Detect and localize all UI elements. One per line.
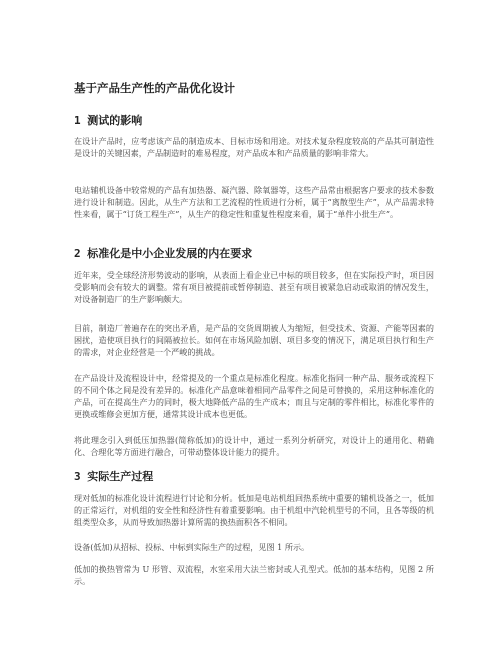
document-title: 基于产品生产性的产品优化设计: [74, 81, 235, 95]
paragraph: 在产品设计及流程设计中，经常提及的一个重点是标准化程度。标准化指同一种产品、服务或流程下的不同个体之间是没有差异的。标准化产品意味着相同产品零件之间是可替换的，采用这种标准化的产品，可在提高生产力的同时，极大地降低产品的生产成本；而且与定制的零件相比，标准化零件的更换或维修会更加方便，通常其设计成本也更低。: [74, 373, 434, 419]
paragraph: 近年来，受全球经济形势波动的影响，从表面上看企业已中标的项目较多，但在实际投产时，项目因受影响而会有较大的调整。常有项目被提前或暂停制造、甚至有项目被紧急启动或取消的情况发生，对设备制造厂的生产影响颇大。: [74, 270, 434, 304]
paragraph: 现对低加的标准化设计流程进行讨论和分析。低加是电站机组回热系统中重要的辅机设备之一，低加的正常运行，对机组的安全性和经济性有着重要影响。由于机组中汽轮机型号的不同，且各等级的机组类型众多，从而导致加热器计算所需的换热面积各不相同。: [74, 493, 434, 527]
paragraph: 将此理念引入到低压加热器(简称低加)的设计中，通过一系列分析研究，对设计上的通用化、精确化、合理化等方面进行融合，可带动整体设计能力的提升。: [74, 435, 434, 457]
paragraph: 设备(低加)从招标、投标、中标到实际生产的过程，见图 1 所示。: [74, 542, 310, 552]
section-heading-3: 3 实际生产过程: [74, 470, 154, 483]
paragraph: 在设计产品时，应考虑该产品的制造成本、目标市场和用途。对技术复杂程度较高的产品其可制造性是设计的关键因素，产品制造时的难易程度，对产品成本和产品质量的影响非常大。: [74, 136, 434, 158]
paragraph: 电站辅机设备中较常规的产品有加热器、凝汽器、除氧器等，这些产品常由根据客户要求的技术参数进行设计和制造。因此，从生产方法和工艺流程的性质进行分析，属于“离散型生产”，从产品需求特性来看，属于“订货工程生产”，从生产的稳定性和重复性程度来看，属于“单件小批生产”。: [74, 185, 434, 219]
section-heading-2: 2 标准化是中小企业发展的内在要求: [74, 247, 253, 260]
section-heading-1: 1 测试的影响: [74, 114, 143, 127]
paragraph: 目前，制造厂普遍存在的突出矛盾，是产品的交货周期被人为缩短，但受技术、资源、产能等因素的困扰，造使项目执行的间隔被拉长。如何在市场风险加剧、项目多变的情况下，满足项目执行和生产的需求，对企业经营是一个严峻的挑战。: [74, 323, 434, 357]
paragraph: 低加的换热管常为 U 形管、双流程，水室采用大法兰密封或人孔型式。低加的基本结构，见图 2 所示。: [74, 564, 434, 586]
